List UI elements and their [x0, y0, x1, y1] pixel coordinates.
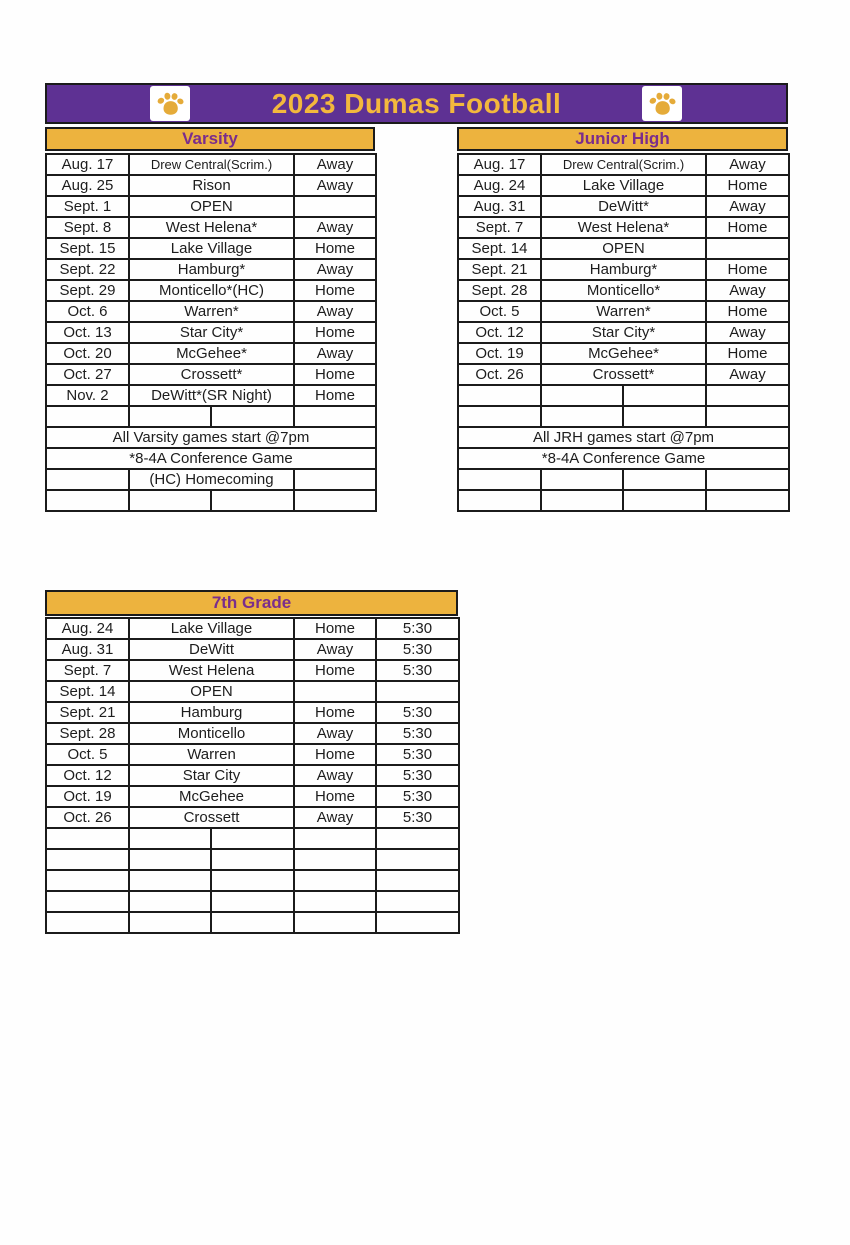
game-date: Sept. 7 [458, 217, 541, 238]
junior-high-schedule [457, 127, 788, 512]
game-site: Home [706, 175, 789, 196]
table-row [46, 786, 459, 807]
game-opponent: Lake Village [129, 238, 294, 259]
empty-cell [294, 891, 376, 912]
table-row [46, 217, 376, 238]
empty-cell [376, 849, 459, 870]
game-time: 5:30 [376, 660, 459, 681]
empty-cell [294, 870, 376, 891]
empty-row [458, 406, 789, 427]
table-row [46, 301, 376, 322]
game-site [294, 196, 376, 217]
game-date: Sept. 1 [46, 196, 129, 217]
table-row [46, 723, 459, 744]
empty-row [458, 490, 789, 511]
game-date: Aug. 31 [458, 196, 541, 217]
table-row [46, 196, 376, 217]
game-date: Oct. 6 [46, 301, 129, 322]
empty-row [46, 891, 459, 912]
game-site [706, 238, 789, 259]
game-opponent: Hamburg* [129, 259, 294, 280]
empty-cell [129, 828, 211, 849]
empty-row [458, 469, 789, 490]
game-opponent: West Helena [129, 660, 294, 681]
varsity-table [45, 153, 377, 512]
table-row [46, 660, 459, 681]
empty-cell [46, 870, 129, 891]
note-row [458, 448, 789, 469]
game-opponent: OPEN [541, 238, 706, 259]
empty-cell [623, 385, 706, 406]
game-time: 5:30 [376, 786, 459, 807]
empty-cell [46, 912, 129, 933]
game-opponent: McGehee* [129, 343, 294, 364]
note-text: *8-4A Conference Game [458, 448, 789, 469]
game-site: Home [294, 280, 376, 301]
note-text: All Varsity games start @7pm [46, 427, 376, 448]
empty-cell [458, 469, 541, 490]
game-date: Oct. 27 [46, 364, 129, 385]
game-site: Away [294, 807, 376, 828]
table-row [458, 301, 789, 322]
empty-cell [294, 490, 376, 511]
game-opponent: Crossett* [541, 364, 706, 385]
table-row [46, 175, 376, 196]
game-date: Nov. 2 [46, 385, 129, 406]
game-date: Sept. 7 [46, 660, 129, 681]
empty-cell [129, 912, 211, 933]
game-site: Away [294, 217, 376, 238]
note-text: All JRH games start @7pm [458, 427, 789, 448]
paw-print-icon [154, 91, 186, 117]
game-site: Away [706, 280, 789, 301]
empty-cell [458, 406, 541, 427]
game-time: 5:30 [376, 807, 459, 828]
empty-cell [541, 406, 623, 427]
game-date: Aug. 24 [46, 618, 129, 639]
game-opponent: Hamburg [129, 702, 294, 723]
empty-cell [376, 912, 459, 933]
table-row [46, 343, 376, 364]
game-opponent: Lake Village [541, 175, 706, 196]
game-date: Oct. 19 [46, 786, 129, 807]
game-site: Home [706, 259, 789, 280]
title-banner [45, 83, 788, 124]
game-date: Aug. 17 [46, 154, 129, 175]
table-row [46, 154, 376, 175]
game-time [376, 681, 459, 702]
game-date: Oct. 20 [46, 343, 129, 364]
game-opponent: Star City* [541, 322, 706, 343]
game-site: Home [294, 744, 376, 765]
table-row [458, 196, 789, 217]
game-date: Sept. 21 [458, 259, 541, 280]
game-site [294, 681, 376, 702]
game-date: Sept. 21 [46, 702, 129, 723]
game-date: Aug. 31 [46, 639, 129, 660]
paw-print-icon [642, 86, 682, 121]
table-row [46, 744, 459, 765]
table-row [46, 618, 459, 639]
game-date: Oct. 12 [458, 322, 541, 343]
table-row [46, 765, 459, 786]
table-row [458, 343, 789, 364]
table-row [46, 639, 459, 660]
table-row [46, 807, 459, 828]
game-site: Home [294, 660, 376, 681]
game-opponent: McGehee* [541, 343, 706, 364]
note-row [46, 469, 376, 490]
page-title: 2023 Dumas Football [271, 87, 562, 119]
empty-row [458, 385, 789, 406]
game-date: Oct. 5 [46, 744, 129, 765]
game-site: Away [294, 723, 376, 744]
game-opponent: West Helena* [541, 217, 706, 238]
game-opponent: Monticello [129, 723, 294, 744]
game-date: Sept. 14 [46, 681, 129, 702]
varsity-schedule [45, 127, 375, 512]
game-time: 5:30 [376, 765, 459, 786]
game-date: Oct. 26 [46, 807, 129, 828]
game-date: Aug. 17 [458, 154, 541, 175]
empty-cell [623, 469, 706, 490]
table-row [458, 364, 789, 385]
empty-cell [623, 490, 706, 511]
game-time: 5:30 [376, 723, 459, 744]
table-row [458, 322, 789, 343]
junior-high-table [457, 153, 790, 512]
empty-cell [458, 490, 541, 511]
game-opponent: DeWitt*(SR Night) [129, 385, 294, 406]
empty-row [46, 870, 459, 891]
game-site: Away [706, 322, 789, 343]
empty-row [46, 912, 459, 933]
game-opponent: Star City* [129, 322, 294, 343]
game-date: Sept. 15 [46, 238, 129, 259]
game-date: Aug. 25 [46, 175, 129, 196]
table-row [46, 259, 376, 280]
table-row [46, 280, 376, 301]
varsity-section-header: Varsity [45, 127, 375, 151]
table-row [46, 322, 376, 343]
note-row [458, 427, 789, 448]
empty-cell [294, 912, 376, 933]
game-site: Away [294, 765, 376, 786]
game-opponent: Warren* [541, 301, 706, 322]
game-opponent: Crossett* [129, 364, 294, 385]
game-date: Sept. 28 [46, 723, 129, 744]
empty-cell [541, 385, 623, 406]
game-site: Home [294, 322, 376, 343]
empty-cell [541, 469, 623, 490]
empty-cell [129, 849, 211, 870]
game-date: Oct. 12 [46, 765, 129, 786]
empty-cell [46, 849, 129, 870]
empty-cell [294, 849, 376, 870]
game-time: 5:30 [376, 744, 459, 765]
game-site: Away [706, 196, 789, 217]
empty-cell [623, 406, 706, 427]
game-opponent: Lake Village [129, 618, 294, 639]
game-opponent: Star City [129, 765, 294, 786]
game-date: Sept. 8 [46, 217, 129, 238]
table-row [458, 175, 789, 196]
note-text: (HC) Homecoming [129, 469, 294, 490]
game-date: Oct. 5 [458, 301, 541, 322]
empty-cell [294, 469, 376, 490]
empty-cell [211, 406, 294, 427]
game-time: 5:30 [376, 702, 459, 723]
table-row [46, 681, 459, 702]
empty-cell [541, 490, 623, 511]
game-date: Oct. 26 [458, 364, 541, 385]
game-date: Sept. 29 [46, 280, 129, 301]
game-site: Away [294, 301, 376, 322]
table-row [458, 217, 789, 238]
game-date: Sept. 22 [46, 259, 129, 280]
empty-cell [129, 891, 211, 912]
game-opponent: Crossett [129, 807, 294, 828]
note-row [46, 427, 376, 448]
table-row [458, 259, 789, 280]
paw-print-icon [150, 86, 190, 121]
game-opponent: OPEN [129, 196, 294, 217]
game-date: Aug. 24 [458, 175, 541, 196]
game-opponent: Warren [129, 744, 294, 765]
game-site: Home [706, 217, 789, 238]
empty-row [46, 406, 376, 427]
note-row [46, 448, 376, 469]
game-opponent: West Helena* [129, 217, 294, 238]
empty-cell [129, 490, 211, 511]
note-text: *8-4A Conference Game [46, 448, 376, 469]
game-site: Away [294, 639, 376, 660]
paw-print-icon [646, 91, 678, 117]
game-opponent: Drew Central(Scrim.) [541, 154, 706, 175]
empty-cell [706, 406, 789, 427]
game-site: Home [706, 301, 789, 322]
game-date: Oct. 13 [46, 322, 129, 343]
game-opponent: Drew Central(Scrim.) [129, 154, 294, 175]
empty-cell [706, 469, 789, 490]
game-time: 5:30 [376, 618, 459, 639]
empty-cell [46, 406, 129, 427]
game-opponent: McGehee [129, 786, 294, 807]
game-site: Home [706, 343, 789, 364]
empty-cell [211, 849, 294, 870]
table-row [46, 385, 376, 406]
game-date: Oct. 19 [458, 343, 541, 364]
game-time: 5:30 [376, 639, 459, 660]
seventh-grade-section-header: 7th Grade [45, 590, 458, 616]
seventh-grade-schedule [45, 590, 458, 934]
game-site: Home [294, 702, 376, 723]
empty-cell [458, 385, 541, 406]
empty-cell [706, 385, 789, 406]
empty-cell [376, 891, 459, 912]
table-row [46, 702, 459, 723]
empty-cell [129, 870, 211, 891]
game-site: Home [294, 238, 376, 259]
empty-cell [46, 490, 129, 511]
game-date: Sept. 14 [458, 238, 541, 259]
table-row [458, 280, 789, 301]
junior-high-section-header: Junior High [457, 127, 788, 151]
empty-row [46, 828, 459, 849]
empty-cell [376, 828, 459, 849]
game-opponent: OPEN [129, 681, 294, 702]
game-site: Away [294, 175, 376, 196]
empty-cell [211, 828, 294, 849]
game-site: Away [294, 259, 376, 280]
game-opponent: Warren* [129, 301, 294, 322]
game-site: Away [706, 154, 789, 175]
game-site: Home [294, 364, 376, 385]
game-site: Away [294, 343, 376, 364]
table-row [46, 364, 376, 385]
empty-cell [211, 912, 294, 933]
empty-cell [211, 870, 294, 891]
empty-cell [129, 406, 211, 427]
game-opponent: Monticello* [541, 280, 706, 301]
game-site: Home [294, 618, 376, 639]
empty-cell [294, 406, 376, 427]
game-site: Away [294, 154, 376, 175]
empty-row [46, 490, 376, 511]
empty-cell [706, 490, 789, 511]
empty-row [46, 849, 459, 870]
empty-cell [46, 828, 129, 849]
game-opponent: Hamburg* [541, 259, 706, 280]
table-row [46, 238, 376, 259]
table-row [458, 238, 789, 259]
game-site: Away [706, 364, 789, 385]
game-opponent: DeWitt [129, 639, 294, 660]
game-date: Sept. 28 [458, 280, 541, 301]
game-site: Home [294, 786, 376, 807]
empty-cell [376, 870, 459, 891]
empty-cell [211, 891, 294, 912]
table-row [458, 154, 789, 175]
game-opponent: Rison [129, 175, 294, 196]
empty-cell [294, 828, 376, 849]
seventh-grade-table [45, 617, 460, 934]
empty-cell [46, 891, 129, 912]
game-opponent: Monticello*(HC) [129, 280, 294, 301]
empty-cell [46, 469, 129, 490]
empty-cell [211, 490, 294, 511]
game-opponent: DeWitt* [541, 196, 706, 217]
game-site: Home [294, 385, 376, 406]
